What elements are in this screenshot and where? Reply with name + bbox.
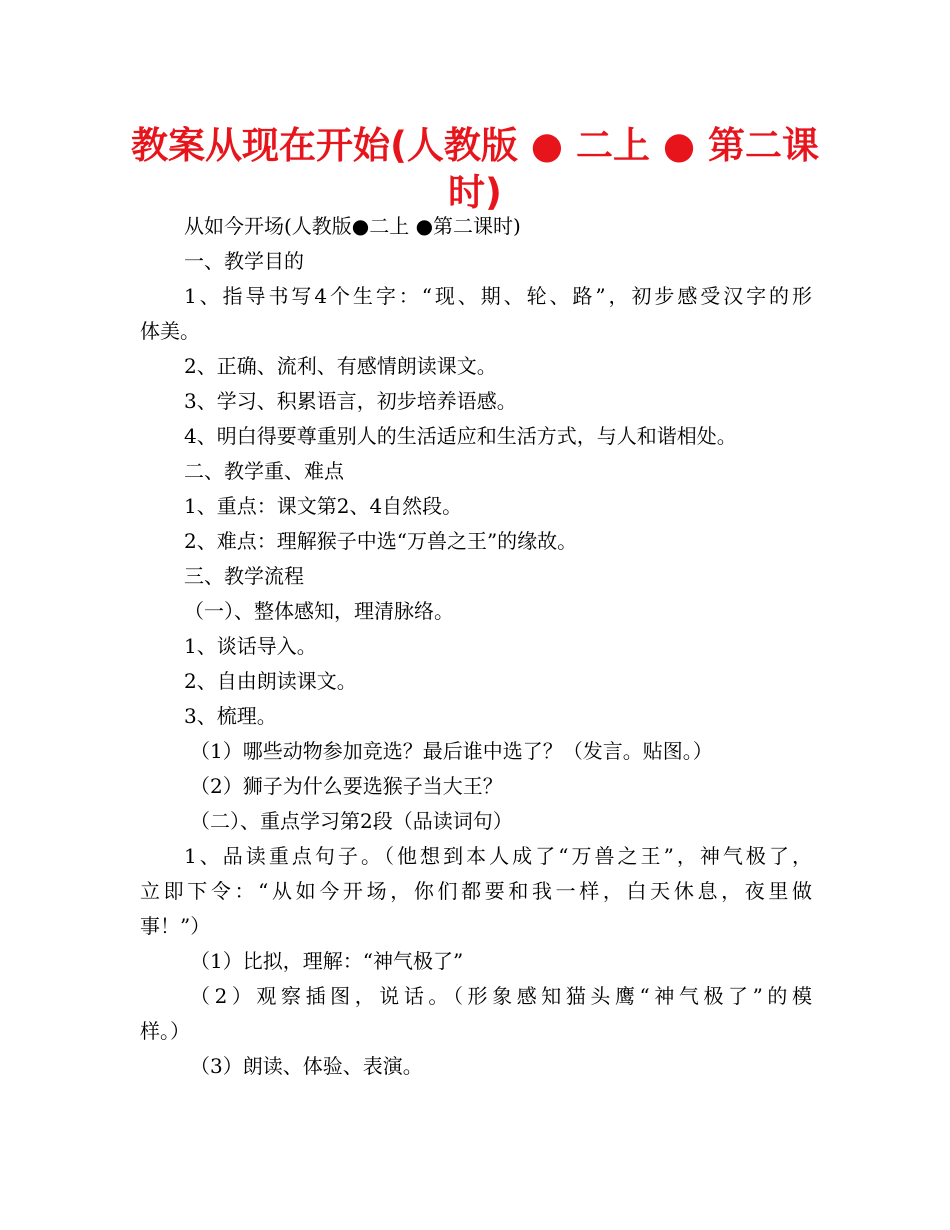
sub-heading-line: （一）、整体感知，理清脉络。 [184, 599, 454, 623]
paragraph-line: 1、品读重点句子。（他想到本人成了“万兽之王”，神气极了， [184, 844, 812, 868]
paragraph-line: （1）比拟，理解：“神气极了” [190, 949, 464, 973]
document-title: 教案从现在开始(人教版 ● 二上 ● 第二课时) [130, 124, 819, 214]
paragraph-line: 事！”） [140, 914, 211, 938]
paragraph-line: 2、正确、流利、有感情朗读课文。 [184, 354, 497, 378]
section-heading-objectives: 一、教学目的 [184, 249, 304, 273]
sub-heading-line: （二）、重点学习第2段（品读词句） [190, 809, 513, 833]
paragraph-line: 体美。 [140, 319, 200, 343]
paragraph-line: （2）狮子为什么要选猴子当大王？ [190, 774, 503, 798]
paragraph-line: （2）观察插图，说话。（形象感知猫头鹰“神气极了”的模 [190, 984, 812, 1008]
paragraph-line: （3）朗读、体验、表演。 [190, 1054, 423, 1078]
document-body [140, 209, 812, 1084]
paragraph-line: 3、学习、积累语言，初步培养语感。 [184, 389, 517, 413]
paragraph-line: 2、自由朗读课文。 [184, 669, 357, 693]
paragraph-line: 1、谈话导入。 [184, 634, 317, 658]
paragraph-line: 1、指导书写4个生字：“现、期、轮、路”，初步感受汉字的形 [184, 284, 812, 308]
paragraph-line: 4、明白得要尊重别人的生活适应和生活方式，与人和谐相处。 [184, 424, 737, 448]
paragraph-line: 立即下令：“从如今开场，你们都要和我一样，白天休息，夜里做 [140, 879, 812, 903]
paragraph-line: 1、重点：课文第2、4自然段。 [184, 494, 463, 518]
paragraph-line: 样。） [140, 1019, 190, 1043]
section-heading-process: 三、教学流程 [184, 564, 304, 588]
paragraph-line: 2、难点：理解猴子中选“万兽之王”的缘故。 [184, 529, 578, 553]
paragraph-line: （1）哪些动物参加竞选？最后谁中选了？（发言。贴图。） [190, 739, 713, 763]
subtitle-line: 从如今开场(人教版●二上 ●第二课时) [184, 214, 521, 238]
paragraph-line: 3、梳理。 [184, 704, 277, 728]
section-heading-key-points: 二、教学重、难点 [184, 459, 344, 483]
